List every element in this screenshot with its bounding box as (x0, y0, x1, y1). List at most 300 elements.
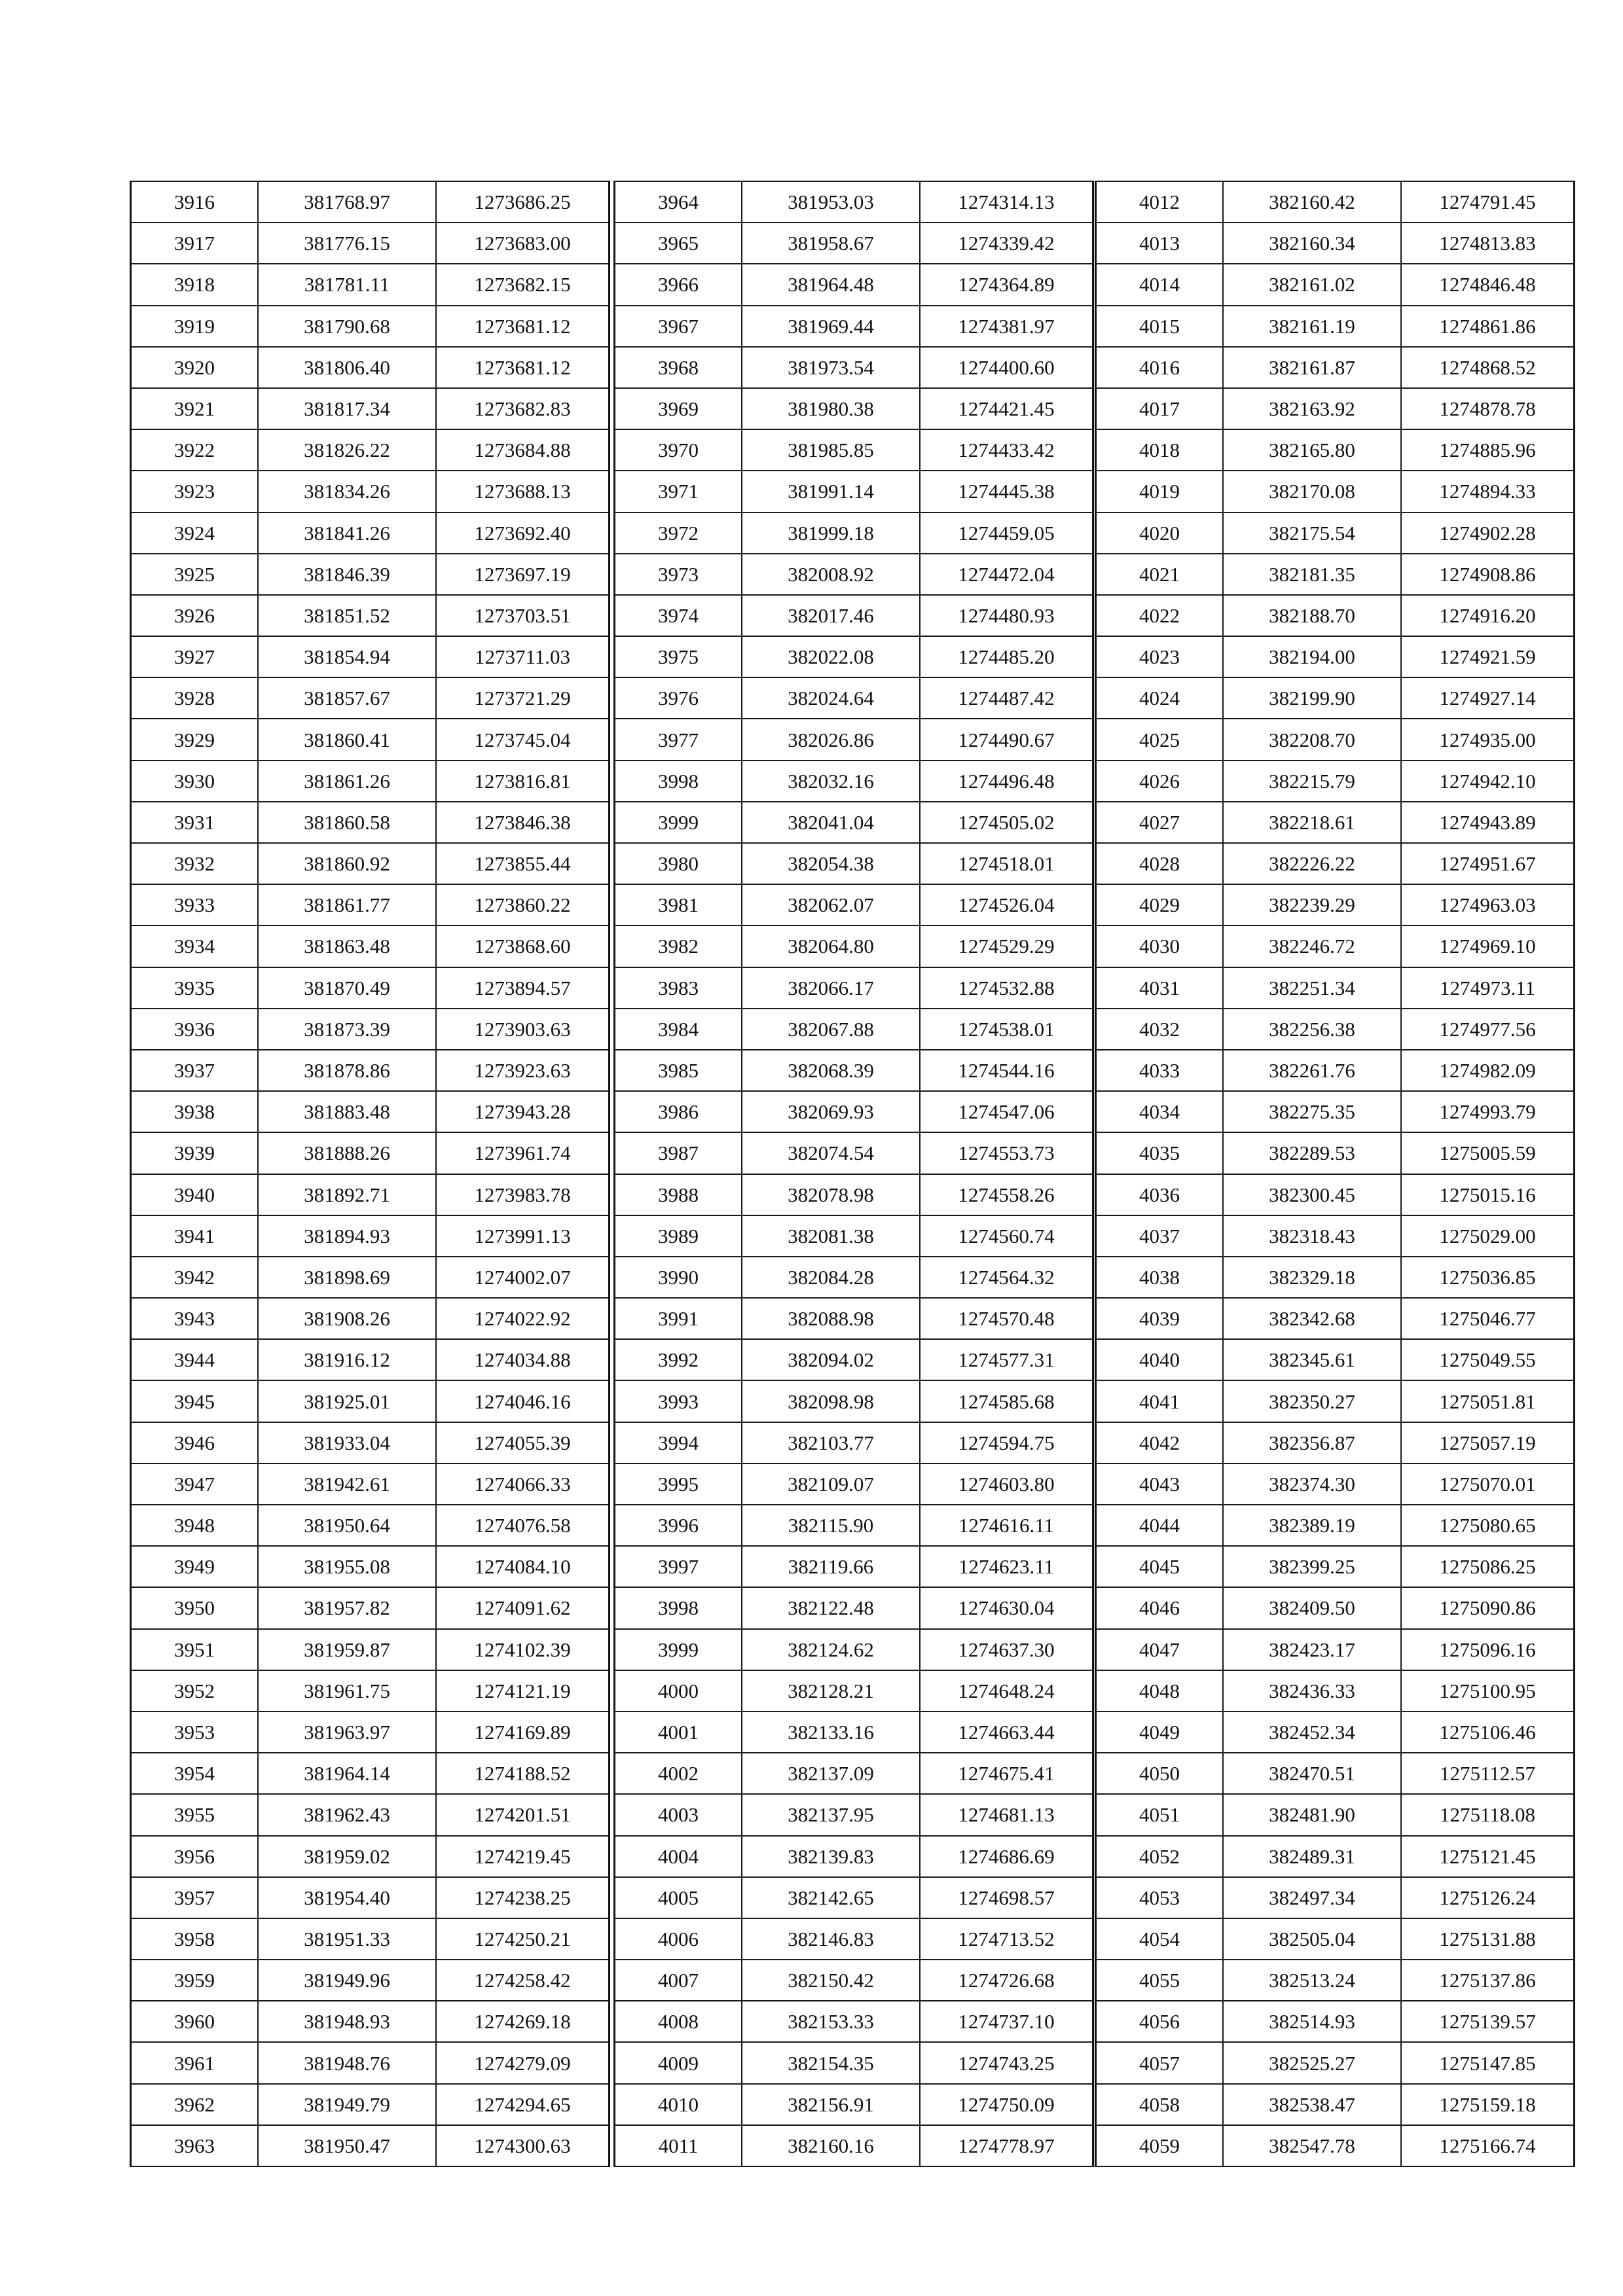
y-coordinate-cell: 1274686.69 (920, 1836, 1093, 1877)
y-coordinate-cell: 1273983.78 (436, 1174, 610, 1215)
point-number-cell: 3937 (131, 1050, 259, 1091)
x-coordinate-cell: 382084.28 (742, 1257, 920, 1298)
table-row (1096, 636, 1575, 677)
table-row (1096, 306, 1575, 347)
y-coordinate-cell: 1274258.42 (436, 1960, 610, 2001)
point-number-cell: 4031 (1096, 967, 1224, 1009)
y-coordinate-cell: 1274084.10 (436, 1546, 610, 1587)
x-coordinate-cell: 381964.14 (258, 1753, 436, 1794)
point-number-cell: 4042 (1096, 1422, 1224, 1463)
y-coordinate-cell: 1274942.10 (1401, 761, 1575, 802)
y-coordinate-cell: 1273692.40 (436, 512, 610, 554)
y-coordinate-cell: 1274637.30 (920, 1629, 1093, 1670)
point-number-cell: 4039 (1096, 1298, 1224, 1339)
y-coordinate-cell: 1274603.80 (920, 1463, 1093, 1505)
table-row (615, 347, 1093, 388)
x-coordinate-cell: 382342.68 (1223, 1298, 1401, 1339)
y-coordinate-cell: 1274169.89 (436, 1712, 610, 1753)
point-number-cell: 3994 (615, 1422, 742, 1463)
point-number-cell: 4041 (1096, 1380, 1224, 1422)
x-coordinate-cell: 381834.26 (258, 471, 436, 512)
y-coordinate-cell: 1274916.20 (1401, 595, 1575, 636)
point-number-cell: 3987 (615, 1132, 742, 1174)
x-coordinate-cell: 382026.86 (742, 719, 920, 760)
x-coordinate-cell: 382024.64 (742, 677, 920, 719)
point-number-cell: 4016 (1096, 347, 1224, 388)
x-coordinate-cell: 381768.97 (258, 181, 436, 223)
y-coordinate-cell: 1274982.09 (1401, 1050, 1575, 1091)
x-coordinate-cell: 382109.07 (742, 1463, 920, 1505)
table-row (615, 264, 1093, 305)
x-coordinate-cell: 382098.98 (742, 1380, 920, 1422)
point-number-cell: 3946 (131, 1422, 259, 1463)
x-coordinate-cell: 382133.16 (742, 1712, 920, 1753)
table-row (1096, 1132, 1575, 1174)
x-coordinate-cell: 382146.83 (742, 1918, 920, 1960)
point-number-cell: 3992 (615, 1339, 742, 1380)
y-coordinate-cell: 1274737.10 (920, 2001, 1093, 2042)
x-coordinate-cell: 382008.92 (742, 554, 920, 595)
point-number-cell: 3990 (615, 1257, 742, 1298)
point-number-cell: 3981 (615, 884, 742, 925)
y-coordinate-cell: 1273961.74 (436, 1132, 610, 1174)
x-coordinate-cell: 382115.90 (742, 1505, 920, 1546)
point-number-cell: 3970 (615, 429, 742, 471)
table-row (131, 388, 610, 429)
point-number-cell: 3988 (615, 1174, 742, 1215)
y-coordinate-cell: 1274250.21 (436, 1918, 610, 1960)
y-coordinate-cell: 1274577.31 (920, 1339, 1093, 1380)
x-coordinate-cell: 382122.48 (742, 1587, 920, 1628)
table-row (615, 925, 1093, 967)
table-row (615, 181, 1093, 223)
x-coordinate-cell: 381790.68 (258, 306, 436, 347)
x-coordinate-cell: 382513.24 (1223, 1960, 1401, 2001)
x-coordinate-cell: 381933.04 (258, 1422, 436, 1463)
x-coordinate-cell: 382068.39 (742, 1050, 920, 1091)
x-coordinate-cell: 382356.87 (1223, 1422, 1401, 1463)
y-coordinate-cell: 1275005.59 (1401, 1132, 1575, 1174)
x-coordinate-cell: 381991.14 (742, 471, 920, 512)
table-row (131, 1629, 610, 1670)
y-coordinate-cell: 1273697.19 (436, 554, 610, 595)
y-coordinate-cell: 1274973.11 (1401, 967, 1575, 1009)
y-coordinate-cell: 1275159.18 (1401, 2084, 1575, 2125)
y-coordinate-cell: 1275036.85 (1401, 1257, 1575, 1298)
point-number-cell: 3918 (131, 264, 259, 305)
x-coordinate-cell: 382374.30 (1223, 1463, 1401, 1505)
point-number-cell: 3998 (615, 761, 742, 802)
table-row (131, 1960, 610, 2001)
x-coordinate-cell: 381948.76 (258, 2042, 436, 2083)
y-coordinate-cell: 1274091.62 (436, 1587, 610, 1628)
table-row (1096, 512, 1575, 554)
y-coordinate-cell: 1274623.11 (920, 1546, 1093, 1587)
x-coordinate-cell: 382246.72 (1223, 925, 1401, 967)
table-row (615, 1009, 1093, 1050)
table-row (131, 761, 610, 802)
y-coordinate-cell: 1274675.41 (920, 1753, 1093, 1794)
point-number-cell: 3974 (615, 595, 742, 636)
point-number-cell: 4052 (1096, 1836, 1224, 1877)
y-coordinate-cell: 1275070.01 (1401, 1463, 1575, 1505)
point-number-cell: 3927 (131, 636, 259, 677)
x-coordinate-cell: 382081.38 (742, 1215, 920, 1257)
point-number-cell: 3928 (131, 677, 259, 719)
table-row (615, 471, 1093, 512)
table-row (131, 306, 610, 347)
table-row (615, 388, 1093, 429)
y-coordinate-cell: 1274648.24 (920, 1670, 1093, 1712)
y-coordinate-cell: 1274121.19 (436, 1670, 610, 1712)
table-row (131, 2084, 610, 2125)
point-number-cell: 3966 (615, 264, 742, 305)
x-coordinate-cell: 381860.92 (258, 843, 436, 884)
x-coordinate-cell: 382054.38 (742, 843, 920, 884)
point-number-cell: 4036 (1096, 1174, 1224, 1215)
y-coordinate-cell: 1274778.97 (920, 2125, 1093, 2166)
table-row (1096, 843, 1575, 884)
point-number-cell: 4030 (1096, 925, 1224, 967)
y-coordinate-cell: 1273860.22 (436, 884, 610, 925)
y-coordinate-cell: 1274201.51 (436, 1794, 610, 1835)
y-coordinate-cell: 1273816.81 (436, 761, 610, 802)
y-coordinate-cell: 1274480.93 (920, 595, 1093, 636)
table-row (615, 967, 1093, 1009)
y-coordinate-cell: 1273681.12 (436, 347, 610, 388)
x-coordinate-cell: 382128.21 (742, 1670, 920, 1712)
point-number-cell: 3961 (131, 2042, 259, 2083)
table-row (615, 1132, 1093, 1174)
table-row (1096, 388, 1575, 429)
point-number-cell: 3955 (131, 1794, 259, 1835)
point-number-cell: 3956 (131, 1836, 259, 1877)
x-coordinate-cell: 381776.15 (258, 223, 436, 264)
point-number-cell: 3929 (131, 719, 259, 760)
table-row (615, 1380, 1093, 1422)
x-coordinate-cell: 381949.96 (258, 1960, 436, 2001)
x-coordinate-cell: 381908.26 (258, 1298, 436, 1339)
y-coordinate-cell: 1274902.28 (1401, 512, 1575, 554)
point-number-cell: 3983 (615, 967, 742, 1009)
table-row (1096, 1091, 1575, 1132)
x-coordinate-cell: 382078.98 (742, 1174, 920, 1215)
x-coordinate-cell: 382041.04 (742, 802, 920, 843)
table-row (1096, 1960, 1575, 2001)
table-row (615, 1463, 1093, 1505)
x-coordinate-cell: 381985.85 (742, 429, 920, 471)
point-number-cell: 3942 (131, 1257, 259, 1298)
x-coordinate-cell: 382329.18 (1223, 1257, 1401, 1298)
point-number-cell: 4057 (1096, 2042, 1224, 2083)
y-coordinate-cell: 1274445.38 (920, 471, 1093, 512)
x-coordinate-cell: 381954.40 (258, 1877, 436, 1918)
y-coordinate-cell: 1274076.58 (436, 1505, 610, 1546)
table-row (615, 1877, 1093, 1918)
table-body (615, 181, 1093, 2166)
table-row (131, 1422, 610, 1463)
table-row (615, 884, 1093, 925)
point-number-cell: 3950 (131, 1587, 259, 1628)
table-row (1096, 1257, 1575, 1298)
table-row (615, 1670, 1093, 1712)
y-coordinate-cell: 1274046.16 (436, 1380, 610, 1422)
y-coordinate-cell: 1275137.86 (1401, 1960, 1575, 2001)
y-coordinate-cell: 1274529.29 (920, 925, 1093, 967)
table-row (131, 1257, 610, 1298)
table-row (615, 1712, 1093, 1753)
point-number-cell: 4014 (1096, 264, 1224, 305)
table-row (131, 512, 610, 554)
table-row (615, 1174, 1093, 1215)
table-row (131, 1009, 610, 1050)
y-coordinate-cell: 1275029.00 (1401, 1215, 1575, 1257)
point-number-cell: 4027 (1096, 802, 1224, 843)
table-body (1096, 181, 1575, 2166)
table-row (615, 719, 1093, 760)
point-number-cell: 4051 (1096, 1794, 1224, 1835)
point-number-cell: 4020 (1096, 512, 1224, 554)
y-coordinate-cell: 1274421.45 (920, 388, 1093, 429)
point-number-cell: 3916 (131, 181, 259, 223)
point-number-cell: 3999 (615, 802, 742, 843)
y-coordinate-cell: 1275090.86 (1401, 1587, 1575, 1628)
y-coordinate-cell: 1275166.74 (1401, 2125, 1575, 2166)
y-coordinate-cell: 1273688.13 (436, 471, 610, 512)
y-coordinate-cell: 1274885.96 (1401, 429, 1575, 471)
point-number-cell: 3952 (131, 1670, 259, 1712)
point-number-cell: 3977 (615, 719, 742, 760)
table-row (1096, 719, 1575, 760)
table-body (131, 181, 610, 2166)
table-row (131, 1463, 610, 1505)
x-coordinate-cell: 382538.47 (1223, 2084, 1401, 2125)
table-row (615, 636, 1093, 677)
point-number-cell: 3949 (131, 1546, 259, 1587)
table-row (131, 2001, 610, 2042)
point-number-cell: 4019 (1096, 471, 1224, 512)
table-row (131, 1174, 610, 1215)
x-coordinate-cell: 381878.86 (258, 1050, 436, 1091)
point-number-cell: 3954 (131, 1753, 259, 1794)
point-number-cell: 4003 (615, 1794, 742, 1835)
point-number-cell: 3997 (615, 1546, 742, 1587)
table-row (131, 925, 610, 967)
coordinate-table-block-3 (1095, 181, 1575, 2167)
point-number-cell: 3995 (615, 1463, 742, 1505)
table-row (615, 1753, 1093, 1794)
table-row (1096, 1380, 1575, 1422)
table-row (131, 1753, 610, 1794)
point-number-cell: 4050 (1096, 1753, 1224, 1794)
y-coordinate-cell: 1274314.13 (920, 181, 1093, 223)
table-row (615, 429, 1093, 471)
x-coordinate-cell: 381781.11 (258, 264, 436, 305)
table-row (1096, 1298, 1575, 1339)
table-row (615, 802, 1093, 843)
table-row (1096, 1629, 1575, 1670)
y-coordinate-cell: 1273846.38 (436, 802, 610, 843)
table-row (1096, 471, 1575, 512)
x-coordinate-cell: 382399.25 (1223, 1546, 1401, 1587)
x-coordinate-cell: 382226.22 (1223, 843, 1401, 884)
point-number-cell: 4028 (1096, 843, 1224, 884)
table-row (1096, 2001, 1575, 2042)
table-row (1096, 181, 1575, 223)
y-coordinate-cell: 1275046.77 (1401, 1298, 1575, 1339)
table-row (615, 1215, 1093, 1257)
table-row (615, 2042, 1093, 2083)
y-coordinate-cell: 1274496.48 (920, 761, 1093, 802)
point-number-cell: 3943 (131, 1298, 259, 1339)
table-row (131, 2125, 610, 2166)
table-row (615, 1960, 1093, 2001)
x-coordinate-cell: 381817.34 (258, 388, 436, 429)
x-coordinate-cell: 381857.67 (258, 677, 436, 719)
table-row (131, 1712, 610, 1753)
x-coordinate-cell: 382409.50 (1223, 1587, 1401, 1628)
x-coordinate-cell: 381861.26 (258, 761, 436, 802)
point-number-cell: 3917 (131, 223, 259, 264)
table-row (131, 554, 610, 595)
x-coordinate-cell: 382074.54 (742, 1132, 920, 1174)
table-row (1096, 1050, 1575, 1091)
y-coordinate-cell: 1274381.97 (920, 306, 1093, 347)
table-row (1096, 2084, 1575, 2125)
y-coordinate-cell: 1274594.75 (920, 1422, 1093, 1463)
table-row (615, 1546, 1093, 1587)
x-coordinate-cell: 382160.42 (1223, 181, 1401, 223)
point-number-cell: 3940 (131, 1174, 259, 1215)
x-coordinate-cell: 382064.80 (742, 925, 920, 967)
point-number-cell: 3962 (131, 2084, 259, 2125)
x-coordinate-cell: 382103.77 (742, 1422, 920, 1463)
point-number-cell: 4035 (1096, 1132, 1224, 1174)
point-number-cell: 4002 (615, 1753, 742, 1794)
x-coordinate-cell: 381854.94 (258, 636, 436, 677)
table-row (131, 181, 610, 223)
table-row (131, 429, 610, 471)
point-number-cell: 3947 (131, 1463, 259, 1505)
point-number-cell: 3923 (131, 471, 259, 512)
x-coordinate-cell: 381957.82 (258, 1587, 436, 1628)
x-coordinate-cell: 382300.45 (1223, 1174, 1401, 1215)
point-number-cell: 3964 (615, 181, 742, 223)
point-number-cell: 4058 (1096, 2084, 1224, 2125)
x-coordinate-cell: 382022.08 (742, 636, 920, 677)
x-coordinate-cell: 382199.90 (1223, 677, 1401, 719)
point-number-cell: 4055 (1096, 1960, 1224, 2001)
y-coordinate-cell: 1274238.25 (436, 1877, 610, 1918)
point-number-cell: 3933 (131, 884, 259, 925)
y-coordinate-cell: 1275131.88 (1401, 1918, 1575, 1960)
y-coordinate-cell: 1273855.44 (436, 843, 610, 884)
x-coordinate-cell: 382163.92 (1223, 388, 1401, 429)
table-row (1096, 1174, 1575, 1215)
table-row (1096, 925, 1575, 967)
table-row (615, 843, 1093, 884)
point-number-cell: 3965 (615, 223, 742, 264)
x-coordinate-cell: 381961.75 (258, 1670, 436, 1712)
x-coordinate-cell: 382215.79 (1223, 761, 1401, 802)
point-number-cell: 4047 (1096, 1629, 1224, 1670)
x-coordinate-cell: 381950.64 (258, 1505, 436, 1546)
x-coordinate-cell: 382481.90 (1223, 1794, 1401, 1835)
y-coordinate-cell: 1275096.16 (1401, 1629, 1575, 1670)
table-row (1096, 967, 1575, 1009)
x-coordinate-cell: 382470.51 (1223, 1753, 1401, 1794)
y-coordinate-cell: 1274294.65 (436, 2084, 610, 2125)
x-coordinate-cell: 382062.07 (742, 884, 920, 925)
y-coordinate-cell: 1274663.44 (920, 1712, 1093, 1753)
y-coordinate-cell: 1274908.86 (1401, 554, 1575, 595)
point-number-cell: 3939 (131, 1132, 259, 1174)
x-coordinate-cell: 381948.93 (258, 2001, 436, 2042)
x-coordinate-cell: 382142.65 (742, 1877, 920, 1918)
point-number-cell: 4049 (1096, 1712, 1224, 1753)
y-coordinate-cell: 1274553.73 (920, 1132, 1093, 1174)
y-coordinate-cell: 1274630.04 (920, 1587, 1093, 1628)
x-coordinate-cell: 381860.41 (258, 719, 436, 760)
x-coordinate-cell: 382497.34 (1223, 1877, 1401, 1918)
x-coordinate-cell: 381949.79 (258, 2084, 436, 2125)
point-number-cell: 3936 (131, 1009, 259, 1050)
x-coordinate-cell: 382154.35 (742, 2042, 920, 2083)
table-row (131, 636, 610, 677)
table-row (131, 1587, 610, 1628)
point-number-cell: 3957 (131, 1877, 259, 1918)
x-coordinate-cell: 381916.12 (258, 1339, 436, 1380)
y-coordinate-cell: 1273703.51 (436, 595, 610, 636)
x-coordinate-cell: 381964.48 (742, 264, 920, 305)
x-coordinate-cell: 382318.43 (1223, 1215, 1401, 1257)
y-coordinate-cell: 1275049.55 (1401, 1339, 1575, 1380)
y-coordinate-cell: 1274364.89 (920, 264, 1093, 305)
point-number-cell: 4024 (1096, 677, 1224, 719)
point-number-cell: 3930 (131, 761, 259, 802)
x-coordinate-cell: 381999.18 (742, 512, 920, 554)
y-coordinate-cell: 1274585.68 (920, 1380, 1093, 1422)
x-coordinate-cell: 382261.76 (1223, 1050, 1401, 1091)
x-coordinate-cell: 382514.93 (1223, 2001, 1401, 2042)
point-number-cell: 3921 (131, 388, 259, 429)
y-coordinate-cell: 1274526.04 (920, 884, 1093, 925)
point-number-cell: 4053 (1096, 1877, 1224, 1918)
point-number-cell: 4012 (1096, 181, 1224, 223)
y-coordinate-cell: 1275139.57 (1401, 2001, 1575, 2042)
x-coordinate-cell: 382525.27 (1223, 2042, 1401, 2083)
point-number-cell: 3919 (131, 306, 259, 347)
y-coordinate-cell: 1274269.18 (436, 2001, 610, 2042)
point-number-cell: 3973 (615, 554, 742, 595)
y-coordinate-cell: 1274433.42 (920, 429, 1093, 471)
table-row (1096, 1463, 1575, 1505)
y-coordinate-cell: 1274279.09 (436, 2042, 610, 2083)
x-coordinate-cell: 381973.54 (742, 347, 920, 388)
table-row (615, 1587, 1093, 1628)
x-coordinate-cell: 381959.87 (258, 1629, 436, 1670)
table-row (615, 1794, 1093, 1835)
point-number-cell: 4059 (1096, 2125, 1224, 2166)
y-coordinate-cell: 1274868.52 (1401, 347, 1575, 388)
x-coordinate-cell: 382088.98 (742, 1298, 920, 1339)
point-number-cell: 4001 (615, 1712, 742, 1753)
table-row (1096, 347, 1575, 388)
point-number-cell: 4018 (1096, 429, 1224, 471)
table-row (1096, 1712, 1575, 1753)
x-coordinate-cell: 382170.08 (1223, 471, 1401, 512)
y-coordinate-cell: 1274698.57 (920, 1877, 1093, 1918)
